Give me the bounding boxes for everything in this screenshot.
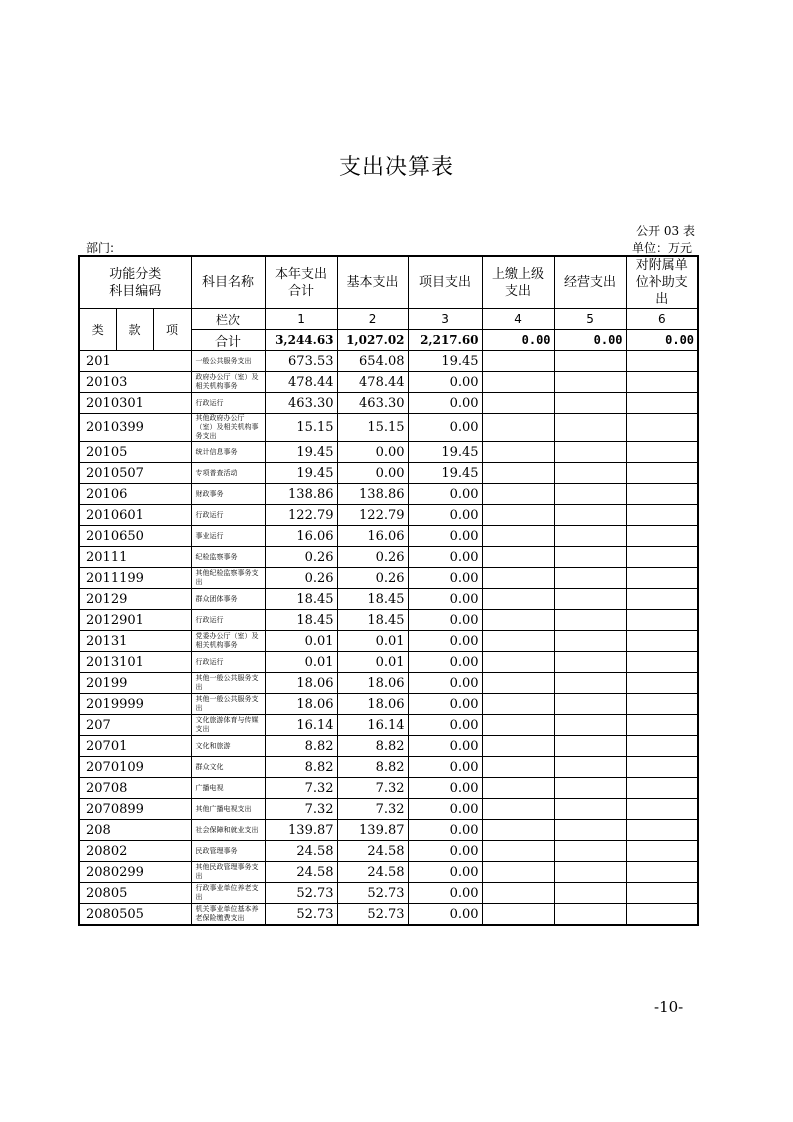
row-project-expense: 19.45 [408,351,482,372]
col-number-1: 1 [265,309,337,330]
row-subject-name: 其他一般公共服务支出 [191,673,265,694]
table-row [79,673,698,694]
row-total-expense: 7.32 [265,799,337,820]
row-remit-expense [482,414,554,442]
row-basic-expense: 463.30 [337,393,408,414]
row-code: 2080505 [79,904,191,926]
header-col4: 上缴上级 支出 [482,256,554,309]
row-project-expense: 0.00 [408,393,482,414]
col-number-5: 5 [554,309,626,330]
table-row [79,505,698,526]
row-total-expense: 52.73 [265,904,337,926]
row-total-expense: 7.32 [265,778,337,799]
row-code: 20199 [79,673,191,694]
total-c4: 0.00 [482,330,554,351]
row-basic-expense: 15.15 [337,414,408,442]
row-project-expense: 0.00 [408,799,482,820]
row-total-expense: 18.45 [265,610,337,631]
row-remit-expense [482,631,554,652]
row-code: 20708 [79,778,191,799]
row-remit-expense [482,820,554,841]
row-operating-expense [554,820,626,841]
row-basic-expense: 52.73 [337,883,408,904]
row-project-expense: 0.00 [408,568,482,589]
row-subject-name: 机关事业单位基本养老保险缴费支出 [191,904,265,926]
row-total-expense: 16.14 [265,715,337,736]
row-total-expense: 0.26 [265,547,337,568]
row-remit-expense [482,484,554,505]
row-total-expense: 0.26 [265,568,337,589]
row-subsidy-expense [626,505,698,526]
row-subject-name: 群众团体事务 [191,589,265,610]
row-operating-expense [554,505,626,526]
row-subject-name: 行政运行 [191,652,265,673]
row-subsidy-expense [626,547,698,568]
row-basic-expense: 0.00 [337,463,408,484]
row-remit-expense [482,904,554,926]
row-code: 2012901 [79,610,191,631]
row-operating-expense [554,757,626,778]
header-subject-name: 科目名称 [191,256,265,309]
table-row [79,652,698,673]
row-operating-expense [554,694,626,715]
row-subsidy-expense [626,694,698,715]
row-total-expense: 673.53 [265,351,337,372]
table-row [79,799,698,820]
row-basic-expense: 24.58 [337,862,408,883]
row-total-expense: 478.44 [265,372,337,393]
row-operating-expense [554,547,626,568]
row-project-expense: 0.00 [408,883,482,904]
row-subsidy-expense [626,568,698,589]
row-subsidy-expense [626,372,698,393]
row-subject-name: 行政运行 [191,393,265,414]
row-total-expense: 0.01 [265,652,337,673]
department-label: 部门: [86,241,115,255]
row-subsidy-expense [626,757,698,778]
col-number-6: 6 [626,309,698,330]
table-row [79,862,698,883]
row-project-expense: 0.00 [408,631,482,652]
row-basic-expense: 16.14 [337,715,408,736]
row-code: 20131 [79,631,191,652]
row-total-expense: 15.15 [265,414,337,442]
row-subject-name: 其他民政管理事务支出 [191,862,265,883]
row-remit-expense [482,841,554,862]
row-total-expense: 8.82 [265,736,337,757]
row-total-expense: 18.06 [265,673,337,694]
expenditure-table [78,255,699,926]
row-operating-expense [554,393,626,414]
row-project-expense: 0.00 [408,715,482,736]
row-subject-name: 其他政府办公厅（室）及相关机构事务支出 [191,414,265,442]
total-c1: 3,244.63 [265,330,337,351]
row-subject-name: 统计信息事务 [191,442,265,463]
total-c6: 0.00 [626,330,698,351]
table-row [79,463,698,484]
row-subsidy-expense [626,862,698,883]
row-subject-name: 其他广播电视支出 [191,799,265,820]
row-remit-expense [482,694,554,715]
row-total-expense: 139.87 [265,820,337,841]
row-code: 20105 [79,442,191,463]
row-remit-expense [482,526,554,547]
row-total-expense: 16.06 [265,526,337,547]
total-label: 合计 [191,330,265,351]
row-basic-expense: 0.26 [337,547,408,568]
row-total-expense: 18.45 [265,589,337,610]
row-total-expense: 24.58 [265,841,337,862]
unit-label: 单位：万元 [631,241,692,255]
row-operating-expense [554,736,626,757]
row-basic-expense: 0.01 [337,631,408,652]
row-total-expense: 463.30 [265,393,337,414]
row-operating-expense [554,610,626,631]
row-code: 2013101 [79,652,191,673]
row-basic-expense: 0.26 [337,568,408,589]
row-subsidy-expense [626,778,698,799]
header-col2: 基本支出 [337,256,408,309]
row-basic-expense: 7.32 [337,778,408,799]
row-subsidy-expense [626,736,698,757]
row-subject-name: 行政运行 [191,505,265,526]
row-subject-name: 其他纪检监察事务支出 [191,568,265,589]
row-basic-expense: 0.00 [337,442,408,463]
row-project-expense: 0.00 [408,610,482,631]
row-remit-expense [482,862,554,883]
row-project-expense: 0.00 [408,841,482,862]
row-code: 20106 [79,484,191,505]
row-subsidy-expense [626,841,698,862]
row-code: 2010399 [79,414,191,442]
row-project-expense: 0.00 [408,505,482,526]
row-operating-expense [554,904,626,926]
table-row [79,715,698,736]
table-row [79,484,698,505]
row-subject-name: 党委办公厅（室）及相关机构事务 [191,631,265,652]
row-operating-expense [554,631,626,652]
row-subject-name: 政府办公厅（室）及相关机构事务 [191,372,265,393]
row-subject-name: 社会保障和就业支出 [191,820,265,841]
table-row [79,841,698,862]
row-remit-expense [482,442,554,463]
row-operating-expense [554,799,626,820]
row-remit-expense [482,547,554,568]
row-code: 2010601 [79,505,191,526]
table-row [79,736,698,757]
row-project-expense: 0.00 [408,372,482,393]
row-subject-name: 广播电视 [191,778,265,799]
row-subsidy-expense [626,820,698,841]
table-row [79,414,698,442]
row-project-expense: 0.00 [408,736,482,757]
row-code: 20111 [79,547,191,568]
table-row [79,610,698,631]
table-row [79,442,698,463]
row-remit-expense [482,589,554,610]
row-remit-expense [482,393,554,414]
row-subject-name: 事业运行 [191,526,265,547]
row-subsidy-expense [626,631,698,652]
row-basic-expense: 24.58 [337,841,408,862]
row-subsidy-expense [626,799,698,820]
page-title: 支出决算表 [338,155,454,180]
row-code: 20802 [79,841,191,862]
row-remit-expense [482,757,554,778]
row-operating-expense [554,372,626,393]
header-func-code: 功能分类 科目编码 [79,256,191,309]
row-project-expense: 0.00 [408,484,482,505]
total-c5: 0.00 [554,330,626,351]
row-basic-expense: 18.06 [337,673,408,694]
table-row [79,778,698,799]
row-subsidy-expense [626,463,698,484]
row-basic-expense: 122.79 [337,505,408,526]
row-remit-expense [482,673,554,694]
header-lanci: 栏次 [191,309,265,330]
row-basic-expense: 18.06 [337,694,408,715]
row-remit-expense [482,463,554,484]
row-subsidy-expense [626,610,698,631]
row-operating-expense [554,463,626,484]
table-row [79,526,698,547]
row-basic-expense: 0.01 [337,652,408,673]
row-operating-expense [554,778,626,799]
row-remit-expense [482,351,554,372]
row-project-expense: 0.00 [408,862,482,883]
row-code: 20103 [79,372,191,393]
row-remit-expense [482,505,554,526]
row-code: 2080299 [79,862,191,883]
row-project-expense: 0.00 [408,694,482,715]
header-col6: 对附属单 位补助支 出 [626,256,698,309]
row-operating-expense [554,414,626,442]
row-code: 207 [79,715,191,736]
row-subsidy-expense [626,393,698,414]
row-code: 2070109 [79,757,191,778]
row-subject-name: 文化旅游体育与传媒支出 [191,715,265,736]
row-code: 2011199 [79,568,191,589]
row-remit-expense [482,715,554,736]
table-row [79,351,698,372]
row-remit-expense [482,778,554,799]
row-code: 2010650 [79,526,191,547]
row-operating-expense [554,351,626,372]
row-operating-expense [554,841,626,862]
row-project-expense: 0.00 [408,904,482,926]
row-total-expense: 52.73 [265,883,337,904]
table-row [79,372,698,393]
row-subsidy-expense [626,414,698,442]
header-row [79,256,698,309]
row-total-expense: 122.79 [265,505,337,526]
col-number-3: 3 [408,309,482,330]
table-row [79,589,698,610]
row-operating-expense [554,442,626,463]
row-subsidy-expense [626,526,698,547]
row-total-expense: 138.86 [265,484,337,505]
row-code: 20129 [79,589,191,610]
row-code: 208 [79,820,191,841]
row-subject-name: 群众文化 [191,757,265,778]
table-row [79,757,698,778]
row-project-expense: 0.00 [408,526,482,547]
col-number-4: 4 [482,309,554,330]
row-remit-expense [482,610,554,631]
row-code: 2070899 [79,799,191,820]
row-project-expense: 0.00 [408,820,482,841]
row-project-expense: 0.00 [408,757,482,778]
row-subsidy-expense [626,715,698,736]
row-remit-expense [482,736,554,757]
row-subsidy-expense [626,589,698,610]
row-basic-expense: 18.45 [337,589,408,610]
row-subject-name: 民政管理事务 [191,841,265,862]
row-remit-expense [482,568,554,589]
row-subsidy-expense [626,652,698,673]
row-total-expense: 8.82 [265,757,337,778]
row-subject-name: 纪检监察事务 [191,547,265,568]
row-code: 2019999 [79,694,191,715]
table-row [79,904,698,926]
row-subject-name: 行政运行 [191,610,265,631]
row-remit-expense [482,652,554,673]
row-basic-expense: 138.86 [337,484,408,505]
total-c3: 2,217.60 [408,330,482,351]
row-project-expense: 19.45 [408,442,482,463]
row-code: 2010507 [79,463,191,484]
row-basic-expense: 654.08 [337,351,408,372]
header-xiang: 项 [153,309,191,351]
row-subject-name: 一般公共服务支出 [191,351,265,372]
row-total-expense: 19.45 [265,442,337,463]
table-row [79,883,698,904]
header-col5: 经营支出 [554,256,626,309]
row-subject-name: 行政事业单位养老支出 [191,883,265,904]
row-total-expense: 19.45 [265,463,337,484]
page-number: -10- [654,998,684,1016]
table-row [79,631,698,652]
form-number: 公开 03 表 [636,224,695,238]
row-operating-expense [554,568,626,589]
column-number-row [79,309,698,330]
row-project-expense: 0.00 [408,547,482,568]
row-remit-expense [482,372,554,393]
row-subsidy-expense [626,904,698,926]
row-remit-expense [482,883,554,904]
row-total-expense: 18.06 [265,694,337,715]
row-subsidy-expense [626,883,698,904]
row-basic-expense: 139.87 [337,820,408,841]
row-subsidy-expense [626,351,698,372]
row-project-expense: 0.00 [408,652,482,673]
row-basic-expense: 16.06 [337,526,408,547]
row-operating-expense [554,484,626,505]
row-subsidy-expense [626,442,698,463]
row-remit-expense [482,799,554,820]
row-basic-expense: 8.82 [337,757,408,778]
row-basic-expense: 8.82 [337,736,408,757]
row-project-expense: 0.00 [408,778,482,799]
row-subject-name: 其他一般公共服务支出 [191,694,265,715]
row-code: 20805 [79,883,191,904]
row-code: 201 [79,351,191,372]
row-subject-name: 财政事务 [191,484,265,505]
row-subsidy-expense [626,673,698,694]
row-subject-name: 专项普查活动 [191,463,265,484]
table-row [79,547,698,568]
row-operating-expense [554,715,626,736]
header-lei: 类 [79,309,116,351]
header-kuan: 款 [116,309,153,351]
row-total-expense: 0.01 [265,631,337,652]
table-row [79,568,698,589]
row-basic-expense: 7.32 [337,799,408,820]
row-operating-expense [554,862,626,883]
row-project-expense: 0.00 [408,589,482,610]
row-operating-expense [554,673,626,694]
row-operating-expense [554,526,626,547]
row-project-expense: 0.00 [408,414,482,442]
row-code: 2010301 [79,393,191,414]
total-c2: 1,027.02 [337,330,408,351]
row-total-expense: 24.58 [265,862,337,883]
header-col1: 本年支出 合计 [265,256,337,309]
row-code: 20701 [79,736,191,757]
table-row [79,393,698,414]
row-basic-expense: 478.44 [337,372,408,393]
table-row [79,820,698,841]
row-basic-expense: 52.73 [337,904,408,926]
row-operating-expense [554,883,626,904]
col-number-2: 2 [337,309,408,330]
header-col3: 项目支出 [408,256,482,309]
row-basic-expense: 18.45 [337,610,408,631]
row-operating-expense [554,652,626,673]
row-project-expense: 19.45 [408,463,482,484]
row-project-expense: 0.00 [408,673,482,694]
row-subject-name: 文化和旅游 [191,736,265,757]
row-subsidy-expense [626,484,698,505]
table-row [79,694,698,715]
row-operating-expense [554,589,626,610]
